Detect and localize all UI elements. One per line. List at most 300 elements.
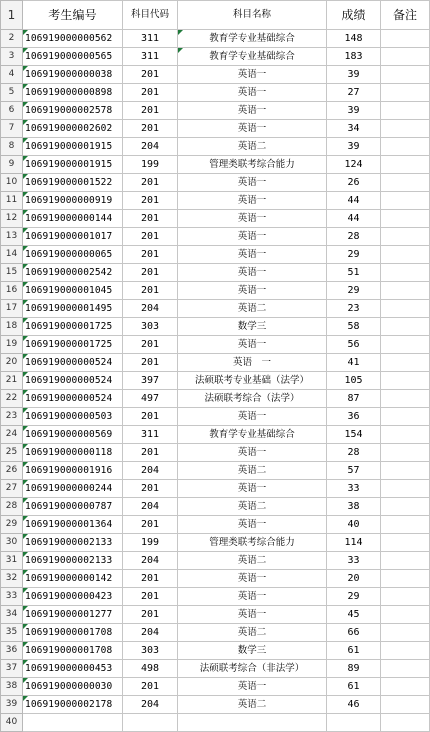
candidate-id-cell[interactable] xyxy=(23,534,123,552)
score-cell[interactable]: 148 xyxy=(327,30,381,48)
note-cell[interactable] xyxy=(381,228,430,246)
subject-code-cell[interactable]: 201 xyxy=(123,174,178,192)
subject-name-cell[interactable] xyxy=(178,48,327,66)
header-score[interactable]: 成绩 xyxy=(327,1,381,30)
table-row xyxy=(1,570,430,588)
candidate-id-cell[interactable] xyxy=(23,102,123,120)
subject-code-cell[interactable]: 201 xyxy=(123,336,178,354)
note-cell[interactable] xyxy=(381,498,430,516)
table-row xyxy=(1,534,430,552)
note-cell[interactable] xyxy=(381,120,430,138)
subject-name-cell[interactable]: 英语一 xyxy=(178,174,327,192)
green-triangle-indicator-icon xyxy=(23,300,28,305)
note-cell[interactable] xyxy=(381,336,430,354)
score-cell[interactable]: 61 xyxy=(327,642,381,660)
row-number[interactable]: 5 xyxy=(1,84,23,102)
candidate-id-cell[interactable] xyxy=(23,498,123,516)
table-row xyxy=(1,120,430,138)
subject-code-cell[interactable]: 204 xyxy=(123,300,178,318)
subject-code-cell[interactable]: 204 xyxy=(123,552,178,570)
green-triangle-indicator-icon xyxy=(23,66,28,71)
subject-code-cell[interactable]: 201 xyxy=(123,192,178,210)
score-cell[interactable]: 44 xyxy=(327,192,381,210)
note-cell[interactable] xyxy=(381,660,430,678)
row-number[interactable]: 19 xyxy=(1,336,23,354)
note-cell[interactable] xyxy=(381,192,430,210)
green-triangle-indicator-icon xyxy=(23,192,28,197)
candidate-id-cell[interactable] xyxy=(23,210,123,228)
candidate-id-cell[interactable] xyxy=(23,426,123,444)
green-triangle-indicator-icon xyxy=(23,246,28,251)
candidate-id-cell[interactable] xyxy=(23,444,123,462)
table-row xyxy=(1,264,430,282)
note-cell[interactable] xyxy=(381,318,430,336)
header-row xyxy=(1,1,430,30)
row-number[interactable]: 7 xyxy=(1,120,23,138)
subject-name-cell[interactable]: 管理类联考综合能力 xyxy=(178,534,327,552)
table-row xyxy=(1,318,430,336)
row-number[interactable]: 28 xyxy=(1,498,23,516)
green-triangle-indicator-icon xyxy=(23,102,28,107)
table-row xyxy=(1,678,430,696)
table-row xyxy=(1,336,430,354)
note-cell[interactable] xyxy=(381,66,430,84)
row-number[interactable]: 38 xyxy=(1,678,23,696)
subject-name-cell[interactable]: 英语 一 xyxy=(178,354,327,372)
row-number[interactable]: 33 xyxy=(1,588,23,606)
subject-code-cell[interactable]: 201 xyxy=(123,444,178,462)
candidate-id-cell-text: 106919000000244 xyxy=(25,483,113,494)
candidate-id-cell-text: 106919000001045 xyxy=(25,285,113,296)
candidate-id-cell[interactable] xyxy=(23,66,123,84)
green-triangle-indicator-icon xyxy=(23,696,28,701)
score-cell[interactable]: 28 xyxy=(327,444,381,462)
subject-name-cell[interactable]: 英语二 xyxy=(178,462,327,480)
candidate-id-cell-text: 106919000000524 xyxy=(25,357,113,368)
candidate-id-cell[interactable] xyxy=(23,228,123,246)
note-cell[interactable] xyxy=(381,678,430,696)
score-cell[interactable]: 29 xyxy=(327,588,381,606)
note-cell[interactable] xyxy=(381,390,430,408)
note-cell[interactable] xyxy=(381,372,430,390)
subject-code-cell[interactable]: 201 xyxy=(123,84,178,102)
candidate-id-cell-text: 106919000000144 xyxy=(25,213,113,224)
score-cell[interactable]: 89 xyxy=(327,660,381,678)
note-cell[interactable] xyxy=(381,552,430,570)
subject-code-cell[interactable]: 199 xyxy=(123,156,178,174)
table-row xyxy=(1,606,430,624)
score-cell[interactable]: 58 xyxy=(327,318,381,336)
subject-code-cell[interactable]: 201 xyxy=(123,516,178,534)
candidate-id-cell-text: 106919000001364 xyxy=(25,519,113,530)
note-cell[interactable] xyxy=(381,588,430,606)
subject-code-cell[interactable]: 204 xyxy=(123,498,178,516)
green-triangle-indicator-icon xyxy=(23,120,28,125)
score-cell[interactable]: 39 xyxy=(327,138,381,156)
note-cell[interactable] xyxy=(381,444,430,462)
candidate-id-cell-text: 106919000000118 xyxy=(25,447,113,458)
subject-code-cell[interactable]: 497 xyxy=(123,390,178,408)
row-number[interactable]: 16 xyxy=(1,282,23,300)
candidate-id-cell-text: 106919000001017 xyxy=(25,231,113,242)
subject-name-cell[interactable]: 英语一 xyxy=(178,282,327,300)
score-cell[interactable]: 33 xyxy=(327,480,381,498)
table-row xyxy=(1,552,430,570)
subject-name-cell[interactable]: 英语一 xyxy=(178,228,327,246)
row-number[interactable]: 4 xyxy=(1,66,23,84)
subject-code-cell[interactable]: 201 xyxy=(123,408,178,426)
candidate-id-cell-text: 106919000001495 xyxy=(25,303,113,314)
candidate-id-cell[interactable] xyxy=(23,660,123,678)
row-number[interactable]: 30 xyxy=(1,534,23,552)
subject-name-cell[interactable]: 英语一 xyxy=(178,192,327,210)
candidate-id-cell[interactable] xyxy=(23,192,123,210)
subject-name-cell[interactable] xyxy=(178,30,327,48)
subject-name-cell[interactable]: 英语一 xyxy=(178,120,327,138)
score-cell[interactable]: 66 xyxy=(327,624,381,642)
header-subject-code[interactable]: 科目代码 xyxy=(123,1,178,30)
green-triangle-indicator-icon xyxy=(23,516,28,521)
subject-name-cell-text: 教育学专业基础综合 xyxy=(209,51,295,62)
row-number[interactable]: 22 xyxy=(1,390,23,408)
table-row xyxy=(1,84,430,102)
score-cell[interactable]: 56 xyxy=(327,336,381,354)
candidate-id-cell[interactable] xyxy=(23,462,123,480)
candidate-id-cell[interactable] xyxy=(23,138,123,156)
table-row xyxy=(1,174,430,192)
candidate-id-cell[interactable] xyxy=(23,30,123,48)
candidate-id-cell[interactable] xyxy=(23,354,123,372)
subject-name-cell[interactable]: 英语一 xyxy=(178,408,327,426)
row-number[interactable]: 27 xyxy=(1,480,23,498)
subject-code-cell[interactable]: 201 xyxy=(123,606,178,624)
subject-name-cell[interactable]: 法硕联考综合（非法学） xyxy=(178,660,327,678)
green-triangle-indicator-icon xyxy=(23,588,28,593)
subject-code-cell[interactable]: 201 xyxy=(123,102,178,120)
note-cell[interactable] xyxy=(381,408,430,426)
subject-code-cell[interactable]: 201 xyxy=(123,228,178,246)
candidate-id-cell-text: 106919000001725 xyxy=(25,321,113,332)
candidate-id-cell[interactable] xyxy=(23,516,123,534)
candidate-id-cell[interactable] xyxy=(23,714,123,732)
header-note[interactable]: 备注 xyxy=(381,1,430,30)
row-number[interactable]: 20 xyxy=(1,354,23,372)
score-cell[interactable]: 183 xyxy=(327,48,381,66)
subject-name-cell[interactable]: 英语一 xyxy=(178,570,327,588)
candidate-id-cell[interactable] xyxy=(23,120,123,138)
candidate-id-cell[interactable] xyxy=(23,336,123,354)
subject-code-cell[interactable] xyxy=(123,714,178,732)
green-triangle-indicator-icon xyxy=(23,462,28,467)
candidate-id-cell-text: 106919000000898 xyxy=(25,87,113,98)
header-candidate-id[interactable]: 考生编号 xyxy=(23,1,123,30)
table-row xyxy=(1,138,430,156)
candidate-id-cell-text: 106919000002178 xyxy=(25,699,113,710)
table-row xyxy=(1,588,430,606)
header-subject-name[interactable]: 科目名称 xyxy=(178,1,327,30)
note-cell[interactable] xyxy=(381,264,430,282)
table-row xyxy=(1,156,430,174)
score-cell[interactable]: 46 xyxy=(327,696,381,714)
candidate-id-cell[interactable] xyxy=(23,480,123,498)
green-triangle-indicator-icon xyxy=(23,372,28,377)
row-number[interactable]: 34 xyxy=(1,606,23,624)
candidate-id-cell[interactable] xyxy=(23,678,123,696)
note-cell[interactable] xyxy=(381,102,430,120)
table-row xyxy=(1,66,430,84)
row-number[interactable]: 37 xyxy=(1,660,23,678)
row-number[interactable]: 26 xyxy=(1,462,23,480)
row-number[interactable]: 24 xyxy=(1,426,23,444)
green-triangle-indicator-icon xyxy=(23,318,28,323)
row-number[interactable]: 39 xyxy=(1,696,23,714)
subject-code-cell[interactable]: 311 xyxy=(123,48,178,66)
candidate-id-cell[interactable] xyxy=(23,588,123,606)
subject-code-cell[interactable]: 201 xyxy=(123,264,178,282)
candidate-id-cell-text: 106919000000503 xyxy=(25,411,113,422)
candidate-id-cell[interactable] xyxy=(23,552,123,570)
score-cell[interactable]: 57 xyxy=(327,462,381,480)
note-cell[interactable] xyxy=(381,570,430,588)
row-number[interactable]: 31 xyxy=(1,552,23,570)
subject-code-cell[interactable]: 201 xyxy=(123,246,178,264)
score-cell[interactable] xyxy=(327,714,381,732)
row-number[interactable]: 11 xyxy=(1,192,23,210)
candidate-id-cell[interactable] xyxy=(23,408,123,426)
note-cell[interactable] xyxy=(381,696,430,714)
subject-code-cell[interactable]: 397 xyxy=(123,372,178,390)
score-cell[interactable]: 39 xyxy=(327,102,381,120)
note-cell[interactable] xyxy=(381,354,430,372)
candidate-id-cell[interactable] xyxy=(23,390,123,408)
score-cell[interactable]: 26 xyxy=(327,174,381,192)
subject-name-cell[interactable]: 英语二 xyxy=(178,624,327,642)
candidate-id-cell-text: 106919000000524 xyxy=(25,393,113,404)
candidate-id-cell[interactable] xyxy=(23,300,123,318)
score-cell[interactable]: 36 xyxy=(327,408,381,426)
subject-name-cell[interactable]: 英语一 xyxy=(178,336,327,354)
candidate-id-cell[interactable] xyxy=(23,570,123,588)
subject-code-cell[interactable]: 201 xyxy=(123,678,178,696)
subject-code-cell[interactable]: 201 xyxy=(123,210,178,228)
score-cell[interactable]: 20 xyxy=(327,570,381,588)
note-cell[interactable] xyxy=(381,156,430,174)
candidate-id-cell-text: 106919000001915 xyxy=(25,141,113,152)
subject-name-cell[interactable]: 法硕联考专业基础（法学） xyxy=(178,372,327,390)
score-cell[interactable]: 154 xyxy=(327,426,381,444)
row-number[interactable]: 32 xyxy=(1,570,23,588)
score-cell[interactable]: 34 xyxy=(327,120,381,138)
subject-code-cell[interactable]: 204 xyxy=(123,624,178,642)
score-cell[interactable]: 23 xyxy=(327,300,381,318)
subject-name-cell[interactable]: 英语一 xyxy=(178,606,327,624)
score-cell[interactable]: 33 xyxy=(327,552,381,570)
green-triangle-indicator-icon xyxy=(23,624,28,629)
candidate-id-cell[interactable] xyxy=(23,246,123,264)
row-number[interactable]: 6 xyxy=(1,102,23,120)
candidate-id-cell[interactable] xyxy=(23,264,123,282)
candidate-id-cell[interactable] xyxy=(23,372,123,390)
note-cell[interactable] xyxy=(381,84,430,102)
subject-code-cell[interactable]: 201 xyxy=(123,588,178,606)
row-number[interactable]: 40 xyxy=(1,714,23,732)
score-cell[interactable]: 114 xyxy=(327,534,381,552)
candidate-id-cell[interactable] xyxy=(23,174,123,192)
subject-name-cell[interactable]: 英语一 xyxy=(178,678,327,696)
green-triangle-indicator-icon xyxy=(178,48,183,53)
score-cell[interactable]: 27 xyxy=(327,84,381,102)
row-number[interactable]: 10 xyxy=(1,174,23,192)
row-number[interactable]: 14 xyxy=(1,246,23,264)
green-triangle-indicator-icon xyxy=(23,498,28,503)
subject-name-cell[interactable]: 英语一 xyxy=(178,210,327,228)
row-number[interactable]: 29 xyxy=(1,516,23,534)
row-number[interactable]: 25 xyxy=(1,444,23,462)
note-cell[interactable] xyxy=(381,480,430,498)
candidate-id-cell-text: 106919000002133 xyxy=(25,555,113,566)
subject-name-cell[interactable]: 英语一 xyxy=(178,66,327,84)
score-cell[interactable]: 44 xyxy=(327,210,381,228)
candidate-id-cell[interactable] xyxy=(23,624,123,642)
row-number[interactable]: 3 xyxy=(1,48,23,66)
row-number[interactable]: 12 xyxy=(1,210,23,228)
table-row xyxy=(1,480,430,498)
subject-name-cell[interactable]: 英语一 xyxy=(178,516,327,534)
green-triangle-indicator-icon xyxy=(23,354,28,359)
score-cell[interactable]: 28 xyxy=(327,228,381,246)
note-cell[interactable] xyxy=(381,642,430,660)
subject-name-cell[interactable]: 英语一 xyxy=(178,444,327,462)
subject-name-cell[interactable]: 英语一 xyxy=(178,84,327,102)
candidate-id-cell-text: 106919000000562 xyxy=(25,33,113,44)
subject-name-cell[interactable]: 英语二 xyxy=(178,498,327,516)
score-cell[interactable]: 29 xyxy=(327,246,381,264)
row-number[interactable]: 35 xyxy=(1,624,23,642)
score-cell[interactable]: 40 xyxy=(327,516,381,534)
subject-code-cell[interactable]: 201 xyxy=(123,354,178,372)
row-number[interactable]: 21 xyxy=(1,372,23,390)
score-cell[interactable]: 38 xyxy=(327,498,381,516)
note-cell[interactable] xyxy=(381,30,430,48)
candidate-id-cell[interactable] xyxy=(23,642,123,660)
row-number[interactable]: 2 xyxy=(1,30,23,48)
note-cell[interactable] xyxy=(381,48,430,66)
note-cell[interactable] xyxy=(381,138,430,156)
row-number[interactable]: 36 xyxy=(1,642,23,660)
subject-name-cell[interactable]: 英语二 xyxy=(178,696,327,714)
green-triangle-indicator-icon xyxy=(23,678,28,683)
candidate-id-cell-text: 106919000000453 xyxy=(25,663,113,674)
subject-code-cell[interactable]: 498 xyxy=(123,660,178,678)
subject-code-cell[interactable]: 201 xyxy=(123,282,178,300)
row-number[interactable]: 15 xyxy=(1,264,23,282)
subject-name-cell[interactable]: 英语二 xyxy=(178,552,327,570)
subject-name-cell[interactable]: 英语一 xyxy=(178,102,327,120)
candidate-id-cell[interactable] xyxy=(23,84,123,102)
score-cell[interactable]: 45 xyxy=(327,606,381,624)
subject-code-cell[interactable]: 303 xyxy=(123,318,178,336)
table-row xyxy=(1,48,430,66)
green-triangle-indicator-icon xyxy=(23,642,28,647)
row-number[interactable]: 18 xyxy=(1,318,23,336)
note-cell[interactable] xyxy=(381,426,430,444)
subject-code-cell[interactable]: 199 xyxy=(123,534,178,552)
row-number[interactable]: 17 xyxy=(1,300,23,318)
subject-name-cell[interactable]: 教育学专业基础综合 xyxy=(178,426,327,444)
subject-name-cell[interactable]: 英语一 xyxy=(178,264,327,282)
note-cell[interactable] xyxy=(381,606,430,624)
score-cell[interactable]: 29 xyxy=(327,282,381,300)
candidate-id-cell[interactable] xyxy=(23,282,123,300)
note-cell[interactable] xyxy=(381,624,430,642)
candidate-id-cell[interactable] xyxy=(23,156,123,174)
subject-name-cell[interactable]: 英语二 xyxy=(178,138,327,156)
subject-code-cell[interactable]: 311 xyxy=(123,30,178,48)
score-cell[interactable]: 124 xyxy=(327,156,381,174)
subject-code-cell[interactable]: 201 xyxy=(123,120,178,138)
subject-code-cell[interactable]: 201 xyxy=(123,570,178,588)
candidate-id-cell[interactable] xyxy=(23,696,123,714)
row-number[interactable]: 23 xyxy=(1,408,23,426)
note-cell[interactable] xyxy=(381,714,430,732)
candidate-id-cell[interactable] xyxy=(23,606,123,624)
row-number[interactable]: 8 xyxy=(1,138,23,156)
candidate-id-cell[interactable] xyxy=(23,318,123,336)
candidate-id-cell-text: 106919000000787 xyxy=(25,501,113,512)
row-number[interactable]: 13 xyxy=(1,228,23,246)
candidate-id-cell-text: 106919000000565 xyxy=(25,51,113,62)
note-cell[interactable] xyxy=(381,174,430,192)
score-cell[interactable]: 61 xyxy=(327,678,381,696)
note-cell[interactable] xyxy=(381,246,430,264)
candidate-id-cell[interactable] xyxy=(23,48,123,66)
subject-code-cell[interactable]: 204 xyxy=(123,462,178,480)
score-cell[interactable]: 87 xyxy=(327,390,381,408)
subject-code-cell[interactable]: 311 xyxy=(123,426,178,444)
score-cell[interactable]: 105 xyxy=(327,372,381,390)
score-cell[interactable]: 39 xyxy=(327,66,381,84)
subject-name-cell[interactable]: 英语一 xyxy=(178,480,327,498)
note-cell[interactable] xyxy=(381,534,430,552)
subject-name-cell[interactable]: 管理类联考综合能力 xyxy=(178,156,327,174)
subject-name-cell[interactable]: 英语二 xyxy=(178,300,327,318)
subject-name-cell[interactable]: 英语一 xyxy=(178,588,327,606)
subject-name-cell[interactable]: 数学三 xyxy=(178,642,327,660)
row-number[interactable]: 9 xyxy=(1,156,23,174)
subject-code-cell[interactable]: 201 xyxy=(123,66,178,84)
subject-name-cell-text: 教育学专业基础综合 xyxy=(209,33,295,44)
note-cell[interactable] xyxy=(381,462,430,480)
note-cell[interactable] xyxy=(381,300,430,318)
table-row xyxy=(1,642,430,660)
note-cell[interactable] xyxy=(381,210,430,228)
row-number[interactable]: 1 xyxy=(1,1,23,30)
subject-code-cell[interactable]: 201 xyxy=(123,480,178,498)
green-triangle-indicator-icon xyxy=(23,660,28,665)
score-cell[interactable]: 51 xyxy=(327,264,381,282)
score-cell[interactable]: 41 xyxy=(327,354,381,372)
subject-code-cell[interactable]: 204 xyxy=(123,696,178,714)
subject-name-cell[interactable]: 数学三 xyxy=(178,318,327,336)
subject-code-cell[interactable]: 303 xyxy=(123,642,178,660)
subject-name-cell[interactable] xyxy=(178,714,327,732)
subject-code-cell[interactable]: 204 xyxy=(123,138,178,156)
candidate-id-cell-text: 106919000000038 xyxy=(25,69,113,80)
subject-name-cell[interactable]: 法硕联考综合（法学） xyxy=(178,390,327,408)
subject-name-cell[interactable]: 英语一 xyxy=(178,246,327,264)
note-cell[interactable] xyxy=(381,282,430,300)
note-cell[interactable] xyxy=(381,516,430,534)
